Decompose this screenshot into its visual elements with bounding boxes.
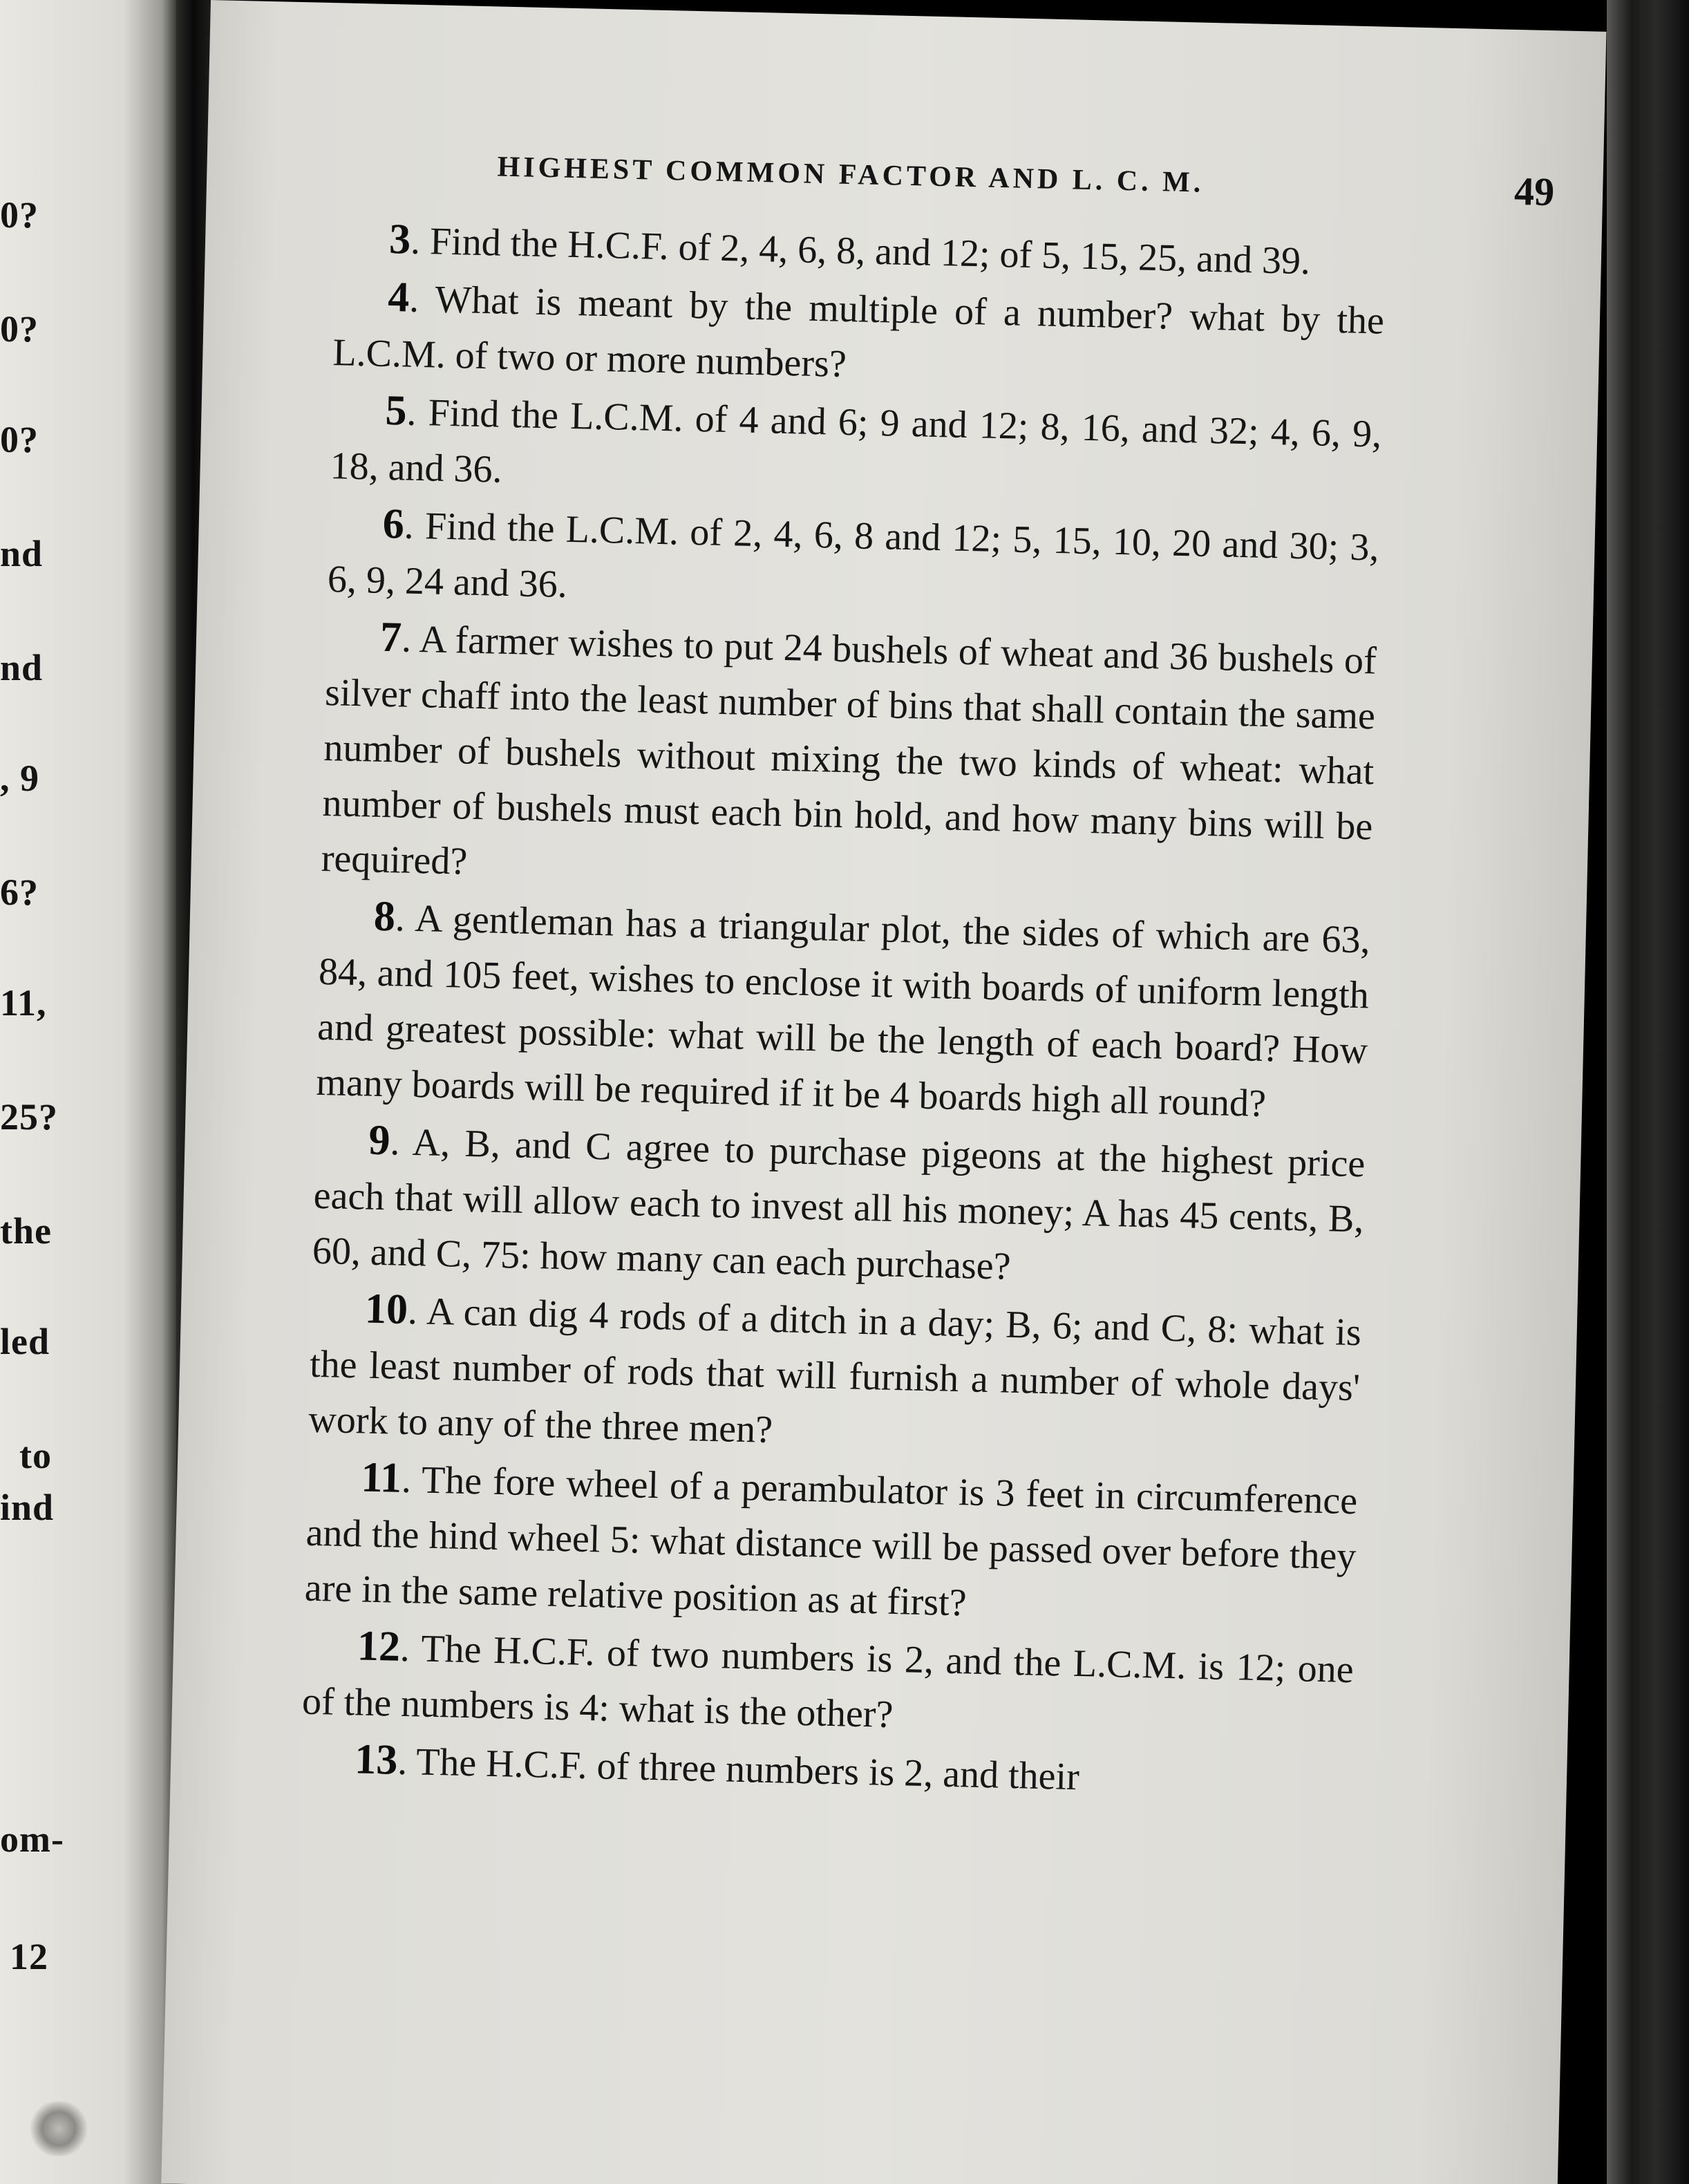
- paper-stain: [28, 2101, 90, 2156]
- exercise-number: 3: [388, 215, 411, 263]
- exercise-number: 5: [384, 386, 408, 435]
- exercise-item: 10. A can dig 4 rods of a ditch in a day; B, 6; and C, 8: what is the least number of rods that will furnish a number of whole days' work to any of the three men?: [308, 1285, 1362, 1451]
- exercise-number: 6: [382, 500, 405, 548]
- page-header: [497, 144, 1555, 216]
- exercise-text: Find the L.C.M. of 2, 4, 6, 8 and 12; 5, 15, 10, 20 and 30; 3, 6, 9, 24 and 36.: [327, 505, 1380, 606]
- exercise-text: A gentleman has a triangular plot, the sides of which are 63, 84, and 105 feet, wishes to enclose it with boards of uniform length and greatest possible: what will be the length of each board? How many boards will be required if it be 4 boards high all round?: [315, 897, 1371, 1126]
- exercise-item: 8. A gentleman has a triangular plot, the sides of which are 63, 84, and 105 feet, wishes to enclose it with boards of uniform length and greatest possible: what will be the length of each board? How many boards will be required if it be 4 boards high all round?: [315, 892, 1371, 1126]
- book-page-edge: [1607, 0, 1689, 2184]
- left-margin-fragment: to: [19, 1435, 52, 1476]
- exercise-item: 12. The H.C.F. of two numbers is 2, and the L.C.M. is 12; one of the numbers is 4: what is the other?: [301, 1622, 1355, 1737]
- exercise-number: 13: [354, 1735, 399, 1784]
- exercise-text: What is meant by the multiple of a number? what by the L.C.M. of two or more numbers?: [332, 278, 1385, 386]
- exercise-item: 9. A, B, and C agree to purchase pigeons at the highest price each that will allow each to invest all his money; A has 45 cents, B, 60, and C, 75: how many can each purchase?: [312, 1116, 1366, 1288]
- left-margin-fragment: 12: [10, 1936, 48, 1977]
- left-margin-fragment: ind: [0, 1487, 55, 1528]
- main-page: [161, 0, 1606, 2184]
- left-margin-fragment: nd: [0, 647, 44, 688]
- exercise-item: 11. The fore wheel of a perambulator is 3 feet in circumference and the hind wheel 5: what distance will be passed over before they are in the same relative position as at first?: [304, 1453, 1358, 1625]
- exercise-text: The H.C.F. of two numbers is 2, and the L.C.M. is 12; one of the numbers is 4: what is the other?: [301, 1627, 1355, 1737]
- left-margin-fragment: 0?: [0, 308, 39, 350]
- exercise-item: 3. Find the H.C.F. of 2, 4, 6, 8, and 12; of 5, 15, 25, and 39.: [388, 215, 1311, 283]
- left-margin-fragment: the: [0, 1210, 52, 1252]
- running-head: HIGHEST COMMON FACTOR AND L. C. M.: [497, 151, 1205, 199]
- exercise-number: 9: [368, 1116, 391, 1165]
- left-margin-fragment: 6?: [0, 872, 39, 913]
- exercise-number: 4: [387, 273, 411, 321]
- exercise-item: 13. The H.C.F. of three numbers is 2, and their: [354, 1735, 1080, 1799]
- exercise-number: 12: [357, 1622, 401, 1670]
- left-margin-fragment: 0?: [0, 194, 39, 236]
- exercise-number: 11: [360, 1453, 402, 1502]
- exercise-text: Find the L.C.M. of 4 and 6; 9 and 12; 8, 16, and 32; 4, 6, 9, 18, and 36.: [330, 391, 1382, 491]
- exercise-list: [300, 210, 1386, 1812]
- page-number: 49: [1513, 168, 1555, 215]
- exercise-text: The H.C.F. of three numbers is 2, and their: [415, 1740, 1080, 1799]
- exercise-text: The fore wheel of a perambulator is 3 feet in circumference and the hind wheel 5: what distance will be passed over before they are in the same relative position as at first?: [304, 1458, 1358, 1625]
- exercise-number: 8: [373, 892, 396, 941]
- exercise-item: 6. Find the L.C.M. of 2, 4, 6, 8 and 12; 5, 15, 10, 20 and 30; 3, 6, 9, 24 and 36.: [327, 500, 1380, 606]
- exercise-text: A farmer wishes to put 24 bushels of wheat and 36 bushels of silver chaff into the least number of bins that shall contain the same number of bushels without mixing the two kinds of wheat: what number of bushels must each bin hold, and how many bins will be required?: [321, 618, 1377, 883]
- left-margin-fragment: om-: [0, 1818, 64, 1860]
- previous-page-sliver: [0, 0, 176, 2184]
- exercise-item: 4. What is meant by the multiple of a number? what by the L.C.M. of two or more numbers?: [332, 273, 1385, 386]
- exercise-text: Find the H.C.F. of 2, 4, 6, 8, and 12; of 5, 15, 25, and 39.: [429, 220, 1311, 283]
- exercise-item: 7. A farmer wishes to put 24 bushels of wheat and 36 bushels of silver chaff into the least number of bins that shall contain the same number of bushels without mixing the two kinds of wheat: what number of bushels must each bin hold, and how many bins will be required?: [321, 613, 1377, 883]
- left-margin-fragment: 0?: [0, 419, 39, 460]
- exercise-text: A can dig 4 rods of a ditch in a day; B, 6; and C, 8: what is the least number of rods that will furnish a number of whole days' work to any of the three men?: [308, 1290, 1362, 1451]
- left-margin-fragment: nd: [0, 533, 44, 574]
- left-margin-fragment: 11,: [0, 982, 47, 1024]
- left-margin-fragment: led: [0, 1321, 50, 1362]
- exercise-text: A, B, and C agree to purchase pigeons at the highest price each that will allow each to invest all his money; A has 45 cents, B, 60, and C, 75: how many can each purchase?: [312, 1121, 1366, 1288]
- exercise-number: 7: [379, 613, 402, 661]
- exercise-item: 5. Find the L.C.M. of 4 and 6; 9 and 12; 8, 16, and 32; 4, 6, 9, 18, and 36.: [330, 386, 1382, 491]
- left-margin-fragment: , 9: [0, 757, 39, 799]
- left-margin-fragment: 25?: [0, 1096, 58, 1138]
- exercise-number: 10: [364, 1285, 408, 1333]
